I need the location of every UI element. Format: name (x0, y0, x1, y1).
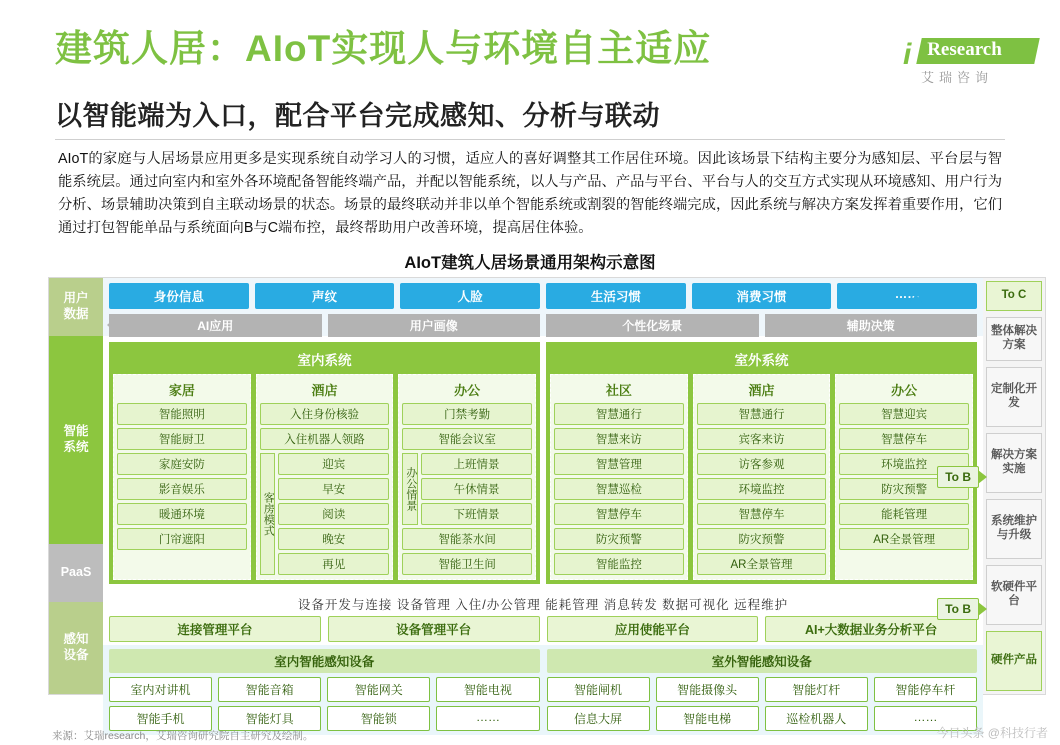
platform-ai-bigdata: AI+大数据业务分析平台 (765, 616, 977, 642)
callout-to-b-system: To B (937, 466, 979, 488)
item-smart-lighting: 智能照明 (117, 403, 247, 425)
outdoor-system-box (546, 342, 977, 584)
group-home (113, 374, 251, 580)
row-paas (103, 590, 983, 645)
row-user-data (103, 278, 983, 336)
device-info-screen: 信息大屏 (547, 706, 650, 731)
device-smart-lightpole: 智能灯杆 (765, 677, 868, 702)
diagram-title: AIoT建筑人居场景通用架构示意图 (404, 253, 656, 272)
item-smart-kitchen-bath: 智能厨卫 (117, 428, 247, 450)
item-av-entertainment: 影音娱乐 (117, 478, 247, 500)
group-hotel-outdoor (693, 374, 831, 580)
solution-column (983, 278, 1045, 694)
group-community (550, 374, 688, 580)
user-data-chips (109, 283, 977, 309)
chip-consumption-habit: 消费习惯 (692, 283, 832, 309)
office-scene-items (421, 453, 532, 525)
chip-living-habit: 生活习惯 (546, 283, 686, 309)
item-smart-inspection: 智慧巡检 (554, 478, 684, 500)
chip-personalized-scene: 个性化场景 (546, 314, 759, 337)
layer-label-paas (49, 544, 103, 602)
sensing-indoor-row-2 (109, 706, 540, 731)
item-property-management: 智慧管理 (554, 453, 684, 475)
item-smart-parking-hotel: 智慧停车 (697, 503, 827, 525)
item-env-monitoring-office: 环境监控 (839, 453, 969, 475)
box-solution-implementation: 解决方案实施 (986, 433, 1042, 493)
sensing-indoor-row-1 (109, 677, 540, 702)
item-checkin-robot: 入住机器人领路 (260, 428, 390, 450)
item-smart-passage: 智慧通行 (554, 403, 684, 425)
device-smart-lock: 智能锁 (327, 706, 430, 731)
device-outdoor-more: …… (874, 706, 977, 731)
item-disaster-warning-community: 防灾预警 (554, 528, 684, 550)
item-guest-visit: 宾客来访 (697, 428, 827, 450)
group-office-indoor-items (402, 403, 532, 575)
sensing-outdoor-row-1 (547, 677, 978, 702)
item-smart-visitor: 智慧来访 (554, 428, 684, 450)
chip-assisted-decision: 辅助决策 (765, 314, 978, 337)
item-ar-panorama-hotel: AR全景管理 (697, 553, 827, 575)
architecture-diagram (48, 277, 1046, 726)
group-home-title: 家居 (168, 382, 195, 398)
group-hotel-outdoor-items (697, 403, 827, 575)
outdoor-groups (550, 374, 973, 580)
sensing-indoor (109, 677, 540, 731)
layer-label-user-data (49, 278, 103, 336)
label-text-sensing: 感知 设备 (63, 632, 89, 662)
item-home-security: 家庭安防 (117, 453, 247, 475)
page-subtitle: 以智能端为入口，配合平台完成感知、分析与联动 (55, 101, 660, 131)
label-text-system: 智能 系统 (63, 424, 89, 454)
page-title: 建筑人居：AIoT实现人与环境自主适应 (55, 28, 712, 69)
chip-user-profile: 用户画像 (328, 314, 541, 337)
item-energy-management: 能耗管理 (839, 503, 969, 525)
item-access-attendance: 门禁考勤 (402, 403, 532, 425)
item-smart-pantry: 智能茶水间 (402, 528, 532, 550)
chip-more: …… (837, 283, 977, 309)
outdoor-system-title: 室外系统 (734, 352, 789, 368)
body-paragraph: AIoT的家庭与人居场景应用更多是实现系统自动学习人的习惯，适应人的喜好调整其工作居住环境。因此该场景下结构主要分为感知层、平台层与智能系统层。通过向室内和室外各环境配备智能终端产品，并配以智能系统，以人与产品、产品与平台、平台与人的交互方式实现从环境感知、用户行为分析、场景辅助决策到自主联动场景的状态。场景的最终联动并非以单个智能系统或割裂的智能终端完成，因此系统与解决方案发挥着重要作用，它们通过打包智能单品与系统面向B与C端布控，最终帮助用户改善环境，提高居住体验。 (58, 151, 1002, 237)
group-office-indoor (398, 374, 536, 580)
device-indoor-intercom: 室内对讲机 (109, 677, 212, 702)
platform-device: 设备管理平台 (328, 616, 540, 642)
row-smart-system (103, 336, 983, 590)
sensing-heads (109, 649, 977, 673)
group-hotel-indoor-items (260, 403, 390, 575)
chip-face: 人脸 (400, 283, 540, 309)
callout-to-b-sensing: To B (937, 598, 979, 620)
layer-labels (49, 278, 103, 694)
watermark: 今日头条 @科技行者 (936, 726, 1048, 740)
group-hotel-indoor (256, 374, 394, 580)
arrow-to-c (909, 294, 923, 304)
item-smart-restroom: 智能卫生间 (402, 553, 532, 575)
indoor-groups (113, 374, 536, 580)
item-env-monitoring-hotel: 环境监控 (697, 478, 827, 500)
item-disaster-warning-office: 防灾预警 (839, 478, 969, 500)
ai-chain (109, 314, 977, 337)
item-hotel-smart-passage: 智慧通行 (697, 403, 827, 425)
device-indoor-more: …… (436, 706, 539, 731)
logo-subtitle: 艾瑞咨询 (921, 70, 994, 85)
device-smart-speaker: 智能音箱 (218, 677, 321, 702)
header (0, 0, 1060, 90)
device-smart-phone: 智能手机 (109, 706, 212, 731)
item-smart-parking-office: 智慧停车 (839, 428, 969, 450)
group-hotel-outdoor-title: 酒店 (748, 382, 775, 398)
label-text-user: 用户 数据 (63, 291, 89, 321)
device-smart-elevator: 智能电梯 (656, 706, 759, 731)
indoor-system-box (109, 342, 540, 584)
group-office-outdoor-title: 办公 (891, 382, 918, 398)
sensing-body (109, 677, 977, 731)
device-smart-lamp: 智能灯具 (218, 706, 321, 731)
item-curtain-shading: 门帘遮阳 (117, 528, 247, 550)
office-scene-label: 办公情景 (402, 453, 418, 525)
item-disaster-warning-hotel: 防灾预警 (697, 528, 827, 550)
item-hvac-environment: 暖通环境 (117, 503, 247, 525)
diagram-body (103, 278, 983, 726)
source-note: 来源：艾瑞research，艾瑞咨询研究院自主研究及绘制。 (52, 730, 314, 742)
layer-label-smart-system (49, 336, 103, 544)
item-smart-parking-community: 智慧停车 (554, 503, 684, 525)
box-software-hardware-platform: 软硬件平台 (986, 565, 1042, 625)
group-office-outdoor-items (839, 403, 969, 575)
logo-bar (916, 38, 1040, 64)
group-community-title: 社区 (605, 382, 632, 398)
platform-application-enablement: 应用使能平台 (547, 616, 759, 642)
chip-identity: 身份信息 (109, 283, 249, 309)
chip-ai-application: AI应用 (109, 314, 322, 337)
iresearch-logo (903, 36, 1038, 90)
layer-label-sensing (49, 602, 103, 694)
logo-letter-i: i (903, 38, 912, 71)
room-mode-label: 客房模式 (260, 453, 276, 575)
platform-connection: 连接管理平台 (109, 616, 321, 642)
item-smart-reception: 智慧迎宾 (839, 403, 969, 425)
device-smart-parking-barrier: 智能停车杆 (874, 677, 977, 702)
box-overall-solution: 整体解决方案 (986, 317, 1042, 361)
row-sensing-devices (103, 645, 983, 735)
group-hotel-indoor-title: 酒店 (311, 382, 338, 398)
room-mode-split (260, 453, 390, 575)
box-system-maintenance: 系统维护与升级 (986, 499, 1042, 559)
header-divider (55, 139, 1005, 140)
sensing-outdoor-row-2 (547, 706, 978, 731)
item-work-scene: 上班情景 (421, 453, 532, 475)
logo-word: Research (927, 39, 1002, 60)
item-visitor-tour: 访客参观 (697, 453, 827, 475)
sensing-head-indoor: 室内智能感知设备 (109, 649, 540, 673)
sensing-head-outdoor: 室外智能感知设备 (547, 649, 978, 673)
item-goodbye: 再见 (278, 553, 389, 575)
indoor-system-title: 室内系统 (297, 352, 352, 368)
item-smart-meeting-room: 智能会议室 (402, 428, 532, 450)
box-custom-development: 定制化开发 (986, 367, 1042, 427)
item-welcome: 迎宾 (278, 453, 389, 475)
item-good-night: 晚安 (278, 528, 389, 550)
group-office-indoor-title: 办公 (454, 382, 481, 398)
room-mode-items (278, 453, 389, 575)
paas-platforms (109, 616, 977, 642)
group-home-items (117, 403, 247, 575)
device-smart-gate: 智能闸机 (547, 677, 650, 702)
item-smart-monitoring: 智能监控 (554, 553, 684, 575)
item-ar-panorama-office: AR全景管理 (839, 528, 969, 550)
office-scene-split (402, 453, 532, 525)
device-inspection-robot: 巡检机器人 (765, 706, 868, 731)
item-noon-break-scene: 午休情景 (421, 478, 532, 500)
sensing-outdoor (547, 677, 978, 731)
device-smart-tv: 智能电视 (436, 677, 539, 702)
device-smart-camera: 智能摄像头 (656, 677, 759, 702)
group-community-items (554, 403, 684, 575)
device-smart-gateway: 智能网关 (327, 677, 430, 702)
label-text-paas: PaaS (60, 564, 92, 579)
chip-voiceprint: 声纹 (255, 283, 395, 309)
item-reading: 阅读 (278, 503, 389, 525)
paas-functions: 设备开发与连接 设备管理 入住/办公管理 能耗管理 消息转发 数据可视化 远程维护 (297, 597, 789, 612)
box-hardware-product: 硬件产品 (986, 631, 1042, 691)
item-good-morning: 早安 (278, 478, 389, 500)
badge-to-c: To C (986, 281, 1042, 311)
item-checkin-identity: 入住身份核验 (260, 403, 390, 425)
item-offwork-scene: 下班情景 (421, 503, 532, 525)
